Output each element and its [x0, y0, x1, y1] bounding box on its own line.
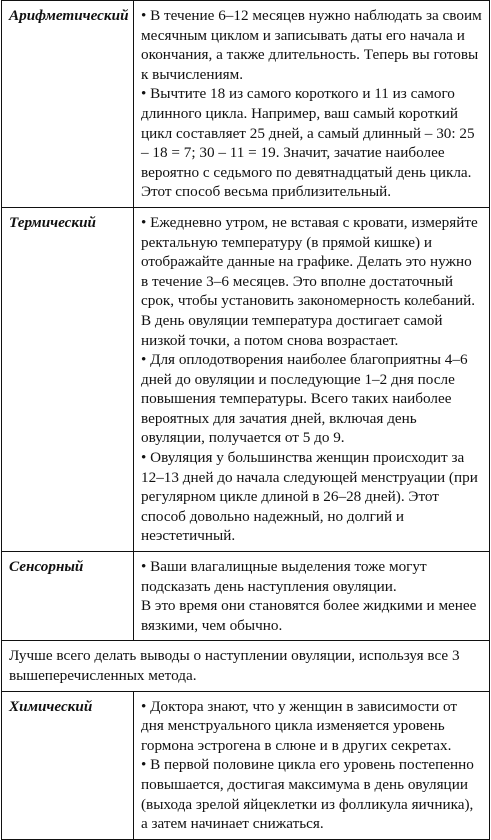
description-paragraph: В это время они становятся более жидкими и менее вязкими, чем обычно. — [141, 597, 477, 634]
method-description — [134, 691, 490, 839]
method-name: Химический — [2, 691, 134, 839]
description-paragraph: • В первой половине цикла его уровень постепенно повышается, достигая максимума в день овуляции (выхода зрелой яйцеклетки из фолликула яичника), а затем начинает снижаться. — [141, 756, 474, 833]
description-paragraph: • Для оплодотворения наиболее благоприятны 4–6 дней до овуляции и последующие 1–2 дня после повышения температуры. Всего таких наиболее вероятных для зачатия дней, включая день овуляции, получается от 5 до 9. — [141, 351, 468, 447]
description-paragraph: • Ежедневно утром, не вставая с кровати, измеряйте ректальную температуру (в прямой кишке) и отображайте данные на графике. Делать это нужно в течение 3–6 месяцев. Это вполне достаточный срок, чтобы установить закономерность колебаний. В день овуляции температура достигает самой низкой точки, а потом снова возрастает. — [141, 213, 478, 349]
summary-note: Лучше всего делать выводы о наступлении овуляции, используя все 3 вышеперечисленных метода. — [2, 641, 490, 691]
description-paragraph: • Доктора знают, что у женщин в зависимости от дня менструального цикла изменяется уровень гормона эстрогена в слюне и в других секретах. — [141, 697, 458, 754]
table-row — [2, 641, 490, 691]
description-paragraph: • Ваши влагалищные выделения тоже могут подсказать день наступления овуляции. — [141, 558, 427, 595]
method-description — [134, 552, 490, 641]
method-name: Термический — [2, 207, 134, 551]
description-paragraph: • Вычтите 18 из самого короткого и 11 из самого длинного цикла. Например, ваш самый короткий цикл составляет 25 дней, а самый длинный – 30: 25 – 18 = 7; 30 – 11 = 19. Значит, зачатие наиболее вероятно с седьмого по девятнадцатый день цикла. Этот способ весьма приблизительный. — [141, 85, 475, 201]
ovulation-methods-table — [1, 0, 490, 840]
table-row — [2, 552, 490, 641]
table-row — [2, 1, 490, 208]
table-row — [2, 691, 490, 839]
description-paragraph: • В течение 6–12 месяцев нужно наблюдать за своим месячным циклом и записывать даты его начала и окончания, а также длительность. Теперь вы готовы к вычислениям. — [141, 7, 482, 83]
description-paragraph: • Овуляция у большинства женщин происходит за 12–13 дней до начала следующей менструации (при регулярном цикле длиной в 26–28 дней). Этот способ довольно надежный, но долгий и неэстетичный. — [141, 449, 478, 545]
method-description — [134, 207, 490, 551]
method-name: Сенсорный — [2, 552, 134, 641]
table-row — [2, 207, 490, 551]
method-name: Арифметический — [2, 1, 134, 208]
method-description — [134, 1, 490, 208]
